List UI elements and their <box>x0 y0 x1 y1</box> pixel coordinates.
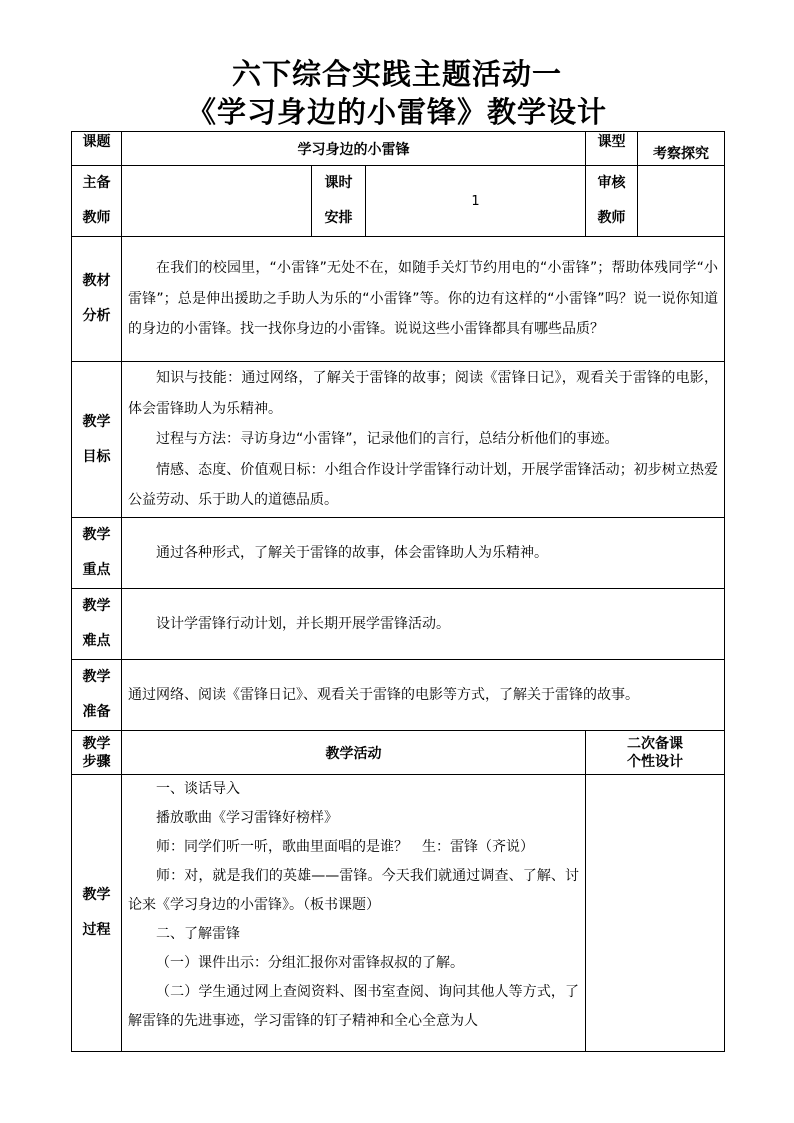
goal-item: 情感、态度、价值观日标：小组合作设计学雷锋行动计划，开展学雷锋活动；初步树立热爱公益劳动、乐于助人的道德品质。 <box>128 461 719 509</box>
analysis-label-2: 分析 <box>82 308 111 324</box>
document-title-line-1: 六下综合实践主题活动一 <box>231 57 562 91</box>
process-line: 师：同学们听一听，歌曲里面唱的是谁？ 生：雷锋（齐说） <box>156 839 534 855</box>
process-label-1: 教学 <box>82 887 111 903</box>
analysis-label <box>72 237 122 362</box>
difficulties-label-1: 教学 <box>82 598 111 614</box>
process-row <box>72 775 725 1052</box>
key-points-label-2: 重点 <box>82 562 111 578</box>
goal-item: 知识与技能：通过网络，了解关于雷锋的故事；阅读《雷锋日记》，观看关于雷锋的电影，体会雷锋助人为乐精神。 <box>128 370 719 417</box>
process-line: 师：对，就是我们的英雄——雷锋。今天我们就通过调查、了解、讨论来《学习身边的小雷锋》。（板书课题） <box>128 868 580 913</box>
process-line: 播放歌曲《学习雷锋好榜样》 <box>156 810 338 826</box>
process-line: （一）课件出示：分组汇报你对雷锋叔叔的了解。 <box>156 955 464 971</box>
review-teacher-label-1: 审核 <box>597 175 626 191</box>
key-points-text: 通过各种形式，了解关于雷锋的故事，体会雷锋助人为乐精神。 <box>156 544 548 561</box>
lesson-plan-table <box>71 131 725 1052</box>
teachers-row <box>72 166 725 237</box>
key-points-content <box>122 518 725 589</box>
activity-header: 教学活动 <box>122 731 586 775</box>
analysis-row <box>72 237 725 362</box>
steps-label-2: 步骤 <box>82 753 111 770</box>
review-teacher-label <box>586 166 638 237</box>
preparation-label <box>72 660 122 731</box>
main-teacher-label-1: 主备 <box>82 175 111 191</box>
analysis-label-1: 教材 <box>82 273 111 289</box>
second-prep-content <box>586 775 725 1052</box>
goals-content <box>122 362 725 518</box>
goals-label <box>72 362 122 518</box>
key-points-label-1: 教学 <box>82 527 111 543</box>
second-prep-header-2: 个性设计 <box>627 753 684 770</box>
process-line: 一、谈话导入 <box>156 781 240 797</box>
analysis-text: 在我们的校园里，“小雷锋”无处不在，如随手关灯节约用电的“小雷锋”；帮助体残同学“小雷锋”；总是伸出援助之手助人为乐的“小雷锋”等。你的边有这样的“小雷锋”吗？说一说你知道的身边的小雷锋。找一找你身边的小雷锋。说说这些小雷锋都具有哪些品质？ <box>128 260 719 338</box>
preparation-content <box>122 660 725 731</box>
steps-label-1: 教学 <box>82 735 111 752</box>
process-content <box>122 775 586 1052</box>
type-label: 课型 <box>586 132 638 166</box>
difficulties-label <box>72 589 122 660</box>
difficulties-text: 设计学雷锋行动计划，并长期开展学雷锋活动。 <box>156 615 450 632</box>
main-teacher-label <box>72 166 122 237</box>
preparation-label-2: 准备 <box>82 704 111 720</box>
analysis-content <box>122 237 725 362</box>
process-label-2: 过程 <box>82 922 111 938</box>
preparation-label-1: 教学 <box>82 669 111 685</box>
goals-label-2: 目标 <box>82 448 111 465</box>
hours-label <box>312 166 366 237</box>
key-points-label <box>72 518 122 589</box>
main-teacher-label-2: 教师 <box>82 210 111 226</box>
goals-row <box>72 362 725 518</box>
difficulties-row <box>72 589 725 660</box>
process-line: 二、了解雷锋 <box>156 926 240 942</box>
second-prep-header-1: 二次备课 <box>627 735 684 752</box>
main-teacher-value <box>122 166 312 237</box>
steps-header-row <box>72 731 725 775</box>
difficulties-content <box>122 589 725 660</box>
topic-label: 课题 <box>72 132 122 166</box>
topic-row <box>72 132 725 166</box>
goal-item: 过程与方法：寻访身边“小雷锋”，记录他们的言行，总结分析他们的事迹。 <box>156 431 619 448</box>
goals-label-1: 教学 <box>82 413 111 430</box>
process-line: （二）学生通过网上查阅资料、图书室查阅、询问其他人等方式，了解雷锋的先进事迹，学习雷锋的钉子精神和全心全意为人 <box>128 984 580 1029</box>
topic-value: 学习身边的小雷锋 <box>122 132 586 166</box>
type-value: 考察探究 <box>638 132 725 166</box>
preparation-row <box>72 660 725 731</box>
review-teacher-value <box>638 166 725 237</box>
review-teacher-label-2: 教师 <box>597 210 626 226</box>
hours-label-1: 课时 <box>324 175 353 191</box>
steps-label <box>72 731 122 775</box>
hours-value: 1 <box>366 166 586 237</box>
document-title-line-2: 《学习身边的小雷锋》教学设计 <box>186 95 607 129</box>
key-points-row <box>72 518 725 589</box>
hours-label-2: 安排 <box>324 210 353 226</box>
difficulties-label-2: 难点 <box>82 633 111 649</box>
second-prep-header <box>586 731 725 775</box>
preparation-text: 通过网络、阅读《雷锋日记》、观看关于雷锋的电影等方式，了解关于雷锋的故事。 <box>128 686 639 703</box>
process-label <box>72 775 122 1052</box>
